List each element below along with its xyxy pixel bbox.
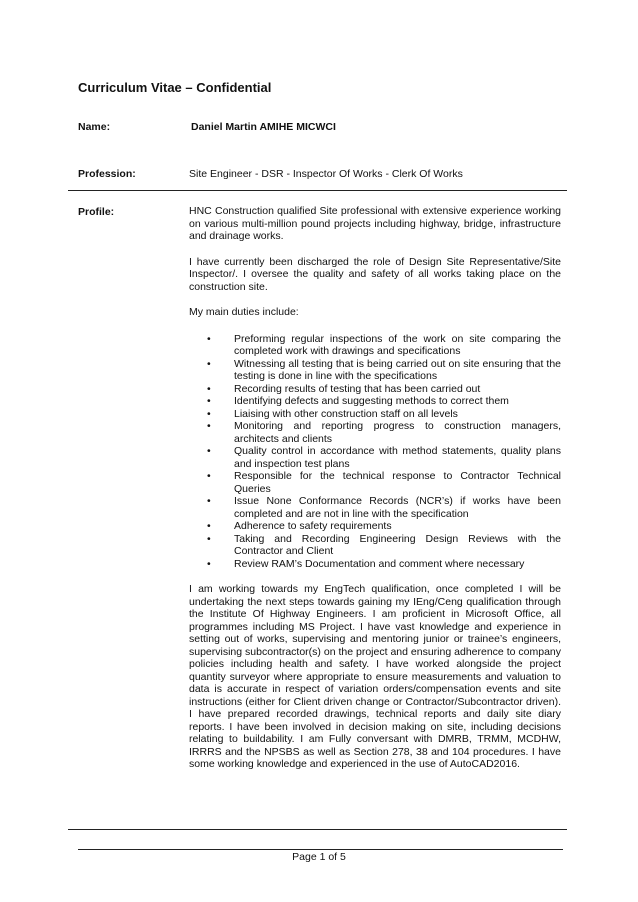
bullet-icon: •: [207, 532, 211, 545]
profile-paragraph: HNC Construction qualified Site professional with extensive experience working on various multi-million pound projects including highway, bridge, infrastructure and drainage works.: [189, 205, 561, 242]
duty-item: • Monitoring and reporting progress to construction managers, architects and clients: [207, 420, 561, 445]
profession-label: Profession:: [78, 168, 136, 180]
duty-item: • Issue None Conformance Records (NCR’s) if works have been completed and are not in line with the specification: [207, 495, 561, 520]
bullet-icon: •: [207, 520, 211, 532]
duty-item: • Witnessing all testing that is being carried out on site ensuring that the testing is done in line with the specifications: [207, 357, 561, 382]
bullet-icon: •: [207, 332, 211, 345]
footer-divider: [78, 849, 563, 850]
duty-item: • Review RAM’s Documentation and comment where necessary: [207, 557, 525, 570]
footer-divider-top: [68, 829, 567, 830]
duties-list: [189, 333, 561, 571]
page-number: Page 1 of 5: [292, 851, 346, 863]
profile-label: Profile:: [78, 206, 115, 218]
bullet-icon: •: [207, 395, 211, 407]
document-title: Curriculum Vitae – Confidential: [78, 80, 272, 95]
bullet-icon: •: [207, 357, 211, 370]
profile-section: [189, 205, 561, 784]
section-divider: [68, 190, 567, 191]
bullet-icon: •: [207, 407, 211, 420]
bullet-icon: •: [207, 557, 211, 570]
duties-intro: My main duties include:: [189, 306, 299, 318]
duty-item: • Adherence to safety requirements: [207, 520, 392, 532]
duty-item: • Preforming regular inspections of the work on site comparing the completed work with drawings and specifications: [207, 332, 561, 357]
duty-item: • Taking and Recording Engineering Design Reviews with the Contractor and Client: [207, 532, 561, 557]
bullet-icon: •: [207, 420, 211, 432]
bullet-icon: •: [207, 470, 211, 482]
duty-item: • Recording results of testing that has been carried out: [207, 382, 481, 395]
duty-item: • Responsible for the technical response to Contractor Technical Queries: [207, 470, 561, 495]
duty-item: • Quality control in accordance with method statements, quality plans and inspection test plans: [207, 445, 561, 470]
bullet-icon: •: [207, 495, 211, 507]
bullet-icon: •: [207, 382, 211, 395]
profile-paragraph: I have currently been discharged the role of Design Site Representative/Site Inspector/. I oversee the quality and safety of all works taking place on the construction site.: [189, 255, 561, 293]
duty-item: • Liaising with other construction staff on all levels: [207, 407, 458, 420]
name-value: Daniel Martin AMIHE MICWCI: [191, 121, 336, 133]
name-label: Name:: [78, 121, 111, 133]
closing-paragraph: I am working towards my EngTech qualification, once completed I will be undertaking the next steps towards gaining my IEng/Ceng qualification through the Institute Of Highway Engineers. I am proficient in Microsoft Office, all programmes including MS Project. I have vast knowledge and experience in setting out of works, supervising and mentoring junior or trainee’s engineers, supervising subcontractor(s) on the project and ensuring adherence to company policies including health and safety. I have worked alongside the project quantity surveyor where appropriate to ensure measurements and valuation to data is accurate in respect of variation orders/compensation events and site instructions (either for Client driven change or Contractor/Subcontractor driven). I have prepared recorded drawings, technical reports and daily site diary reports. I have been involved in decision making on site, including decisions relating to buildability. I am Fully conversant with DMRB, TRMM, MCDHW, IRRRS and the NPSBS as well as Section 278, 38 and 104 procedures. I have some working knowledge and experienced in the use of AutoCAD2016.: [189, 583, 561, 770]
profession-value: Site Engineer - DSR - Inspector Of Works - Clerk Of Works: [189, 168, 463, 180]
duty-item: • Identifying defects and suggesting methods to correct them: [207, 395, 509, 407]
bullet-icon: •: [207, 445, 211, 457]
